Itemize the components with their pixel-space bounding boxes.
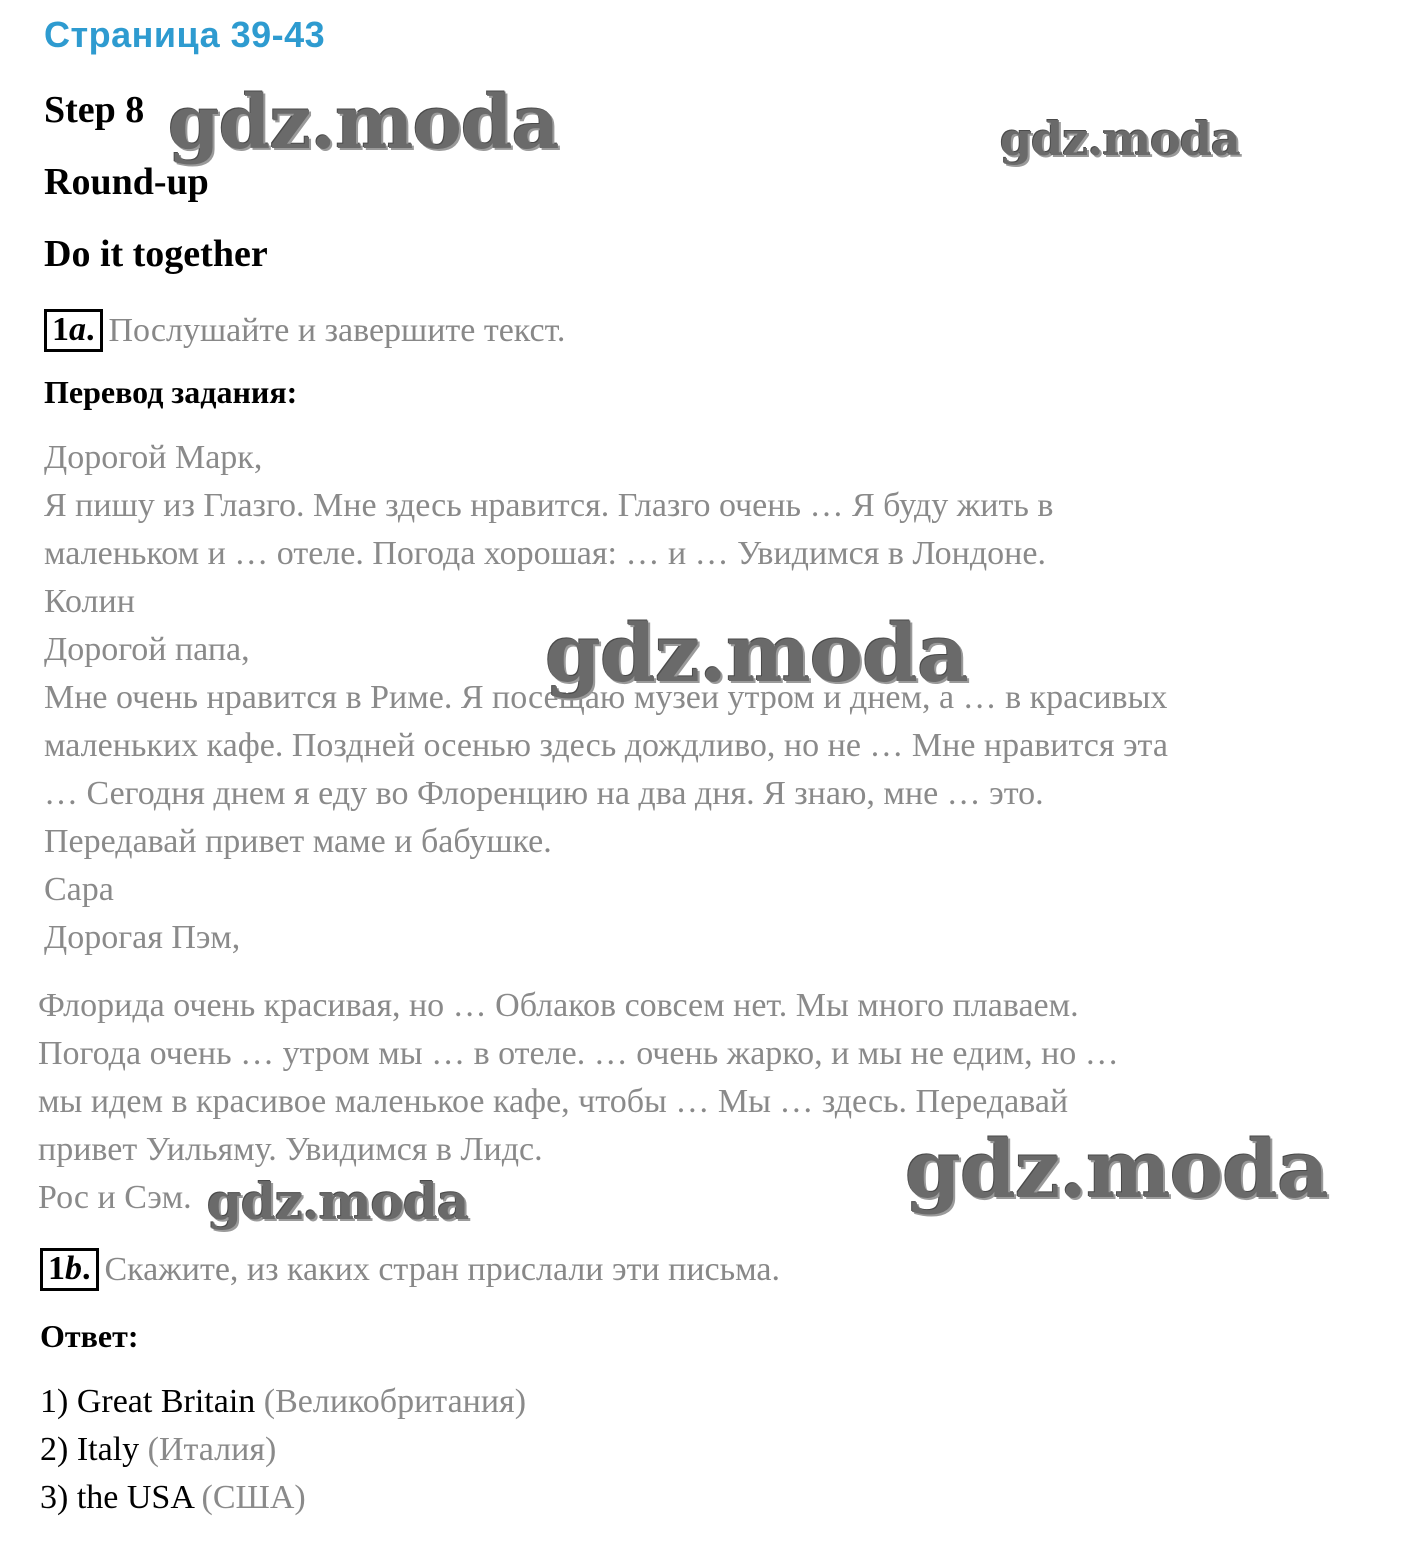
- step-heading: Step 8: [44, 89, 145, 131]
- task-1b-instruction: Скажите, из каких стран прислали эти письма.: [104, 1250, 781, 1288]
- letter-line: Рос и Сэм.: [38, 1179, 192, 1216]
- letter-line: маленьких кафе. Поздней осенью здесь дождливо, но не … Мне нравится эта: [44, 727, 1168, 764]
- watermark: gdz.moda: [545, 606, 968, 700]
- letters-block-1: [44, 434, 1168, 962]
- answer-item: 1) Great Britain (Великобритания): [40, 1383, 527, 1420]
- subsection-heading: Do it together: [44, 233, 268, 275]
- watermark: gdz.moda: [1000, 112, 1240, 166]
- answer-item: 2) Italy (Италия): [40, 1431, 277, 1468]
- watermark: gdz.moda: [207, 1172, 469, 1231]
- letter-line: … Сегодня днем я еду во Флоренцию на два дня. Я знаю, мне … это.: [44, 775, 1044, 812]
- answer-item: 3) the USA (США): [40, 1479, 306, 1516]
- task-1a-number-box: 1a.: [44, 309, 103, 352]
- watermark: gdz.moda: [168, 80, 559, 166]
- task-1b: [40, 1248, 780, 1291]
- letter-line: Дорогая Пэм,: [44, 919, 241, 956]
- letter-line: привет Уильяму. Увидимся в Лидс.: [38, 1131, 543, 1168]
- task-1a: [44, 309, 565, 352]
- letter-line: Мне очень нравится в Риме. Я посещаю музеи утром и днем, а … в красивых: [44, 679, 1168, 716]
- translation-heading: Перевод задания:: [44, 374, 298, 410]
- letter-line: Колин: [44, 583, 135, 620]
- letter-line: маленьком и … отеле. Погода хорошая: … и … Увидимся в Лондоне.: [44, 535, 1046, 572]
- watermark: gdz.moda: [905, 1122, 1328, 1216]
- letter-line: мы идем в красивое маленькое кафе, чтобы … Мы … здесь. Передавай: [38, 1083, 1069, 1120]
- letter-line: Дорогой Марк,: [44, 439, 263, 476]
- letter-line: Передавай привет маме и бабушке.: [44, 823, 552, 860]
- answers-list: [40, 1378, 526, 1522]
- letter-line: Дорогой папа,: [44, 631, 250, 668]
- letter-line: Погода очень … утром мы … в отеле. … очень жарко, и мы не едим, но …: [38, 1035, 1119, 1072]
- section-heading: Round-up: [44, 161, 209, 203]
- task-1a-instruction: Послушайте и завершите текст.: [108, 311, 566, 349]
- task-1b-number-box: 1b.: [40, 1248, 99, 1291]
- answer-heading: Ответ:: [40, 1318, 139, 1354]
- letter-line: Флорида очень красивая, но … Облаков совсем нет. Мы много плаваем.: [38, 987, 1079, 1024]
- letter-line: Я пишу из Глазго. Мне здесь нравится. Глазго очень … Я буду жить в: [44, 487, 1054, 524]
- letters-block-2: [38, 982, 1119, 1222]
- page-title: Страница 39-43: [44, 14, 326, 55]
- letter-line: Сара: [44, 871, 114, 908]
